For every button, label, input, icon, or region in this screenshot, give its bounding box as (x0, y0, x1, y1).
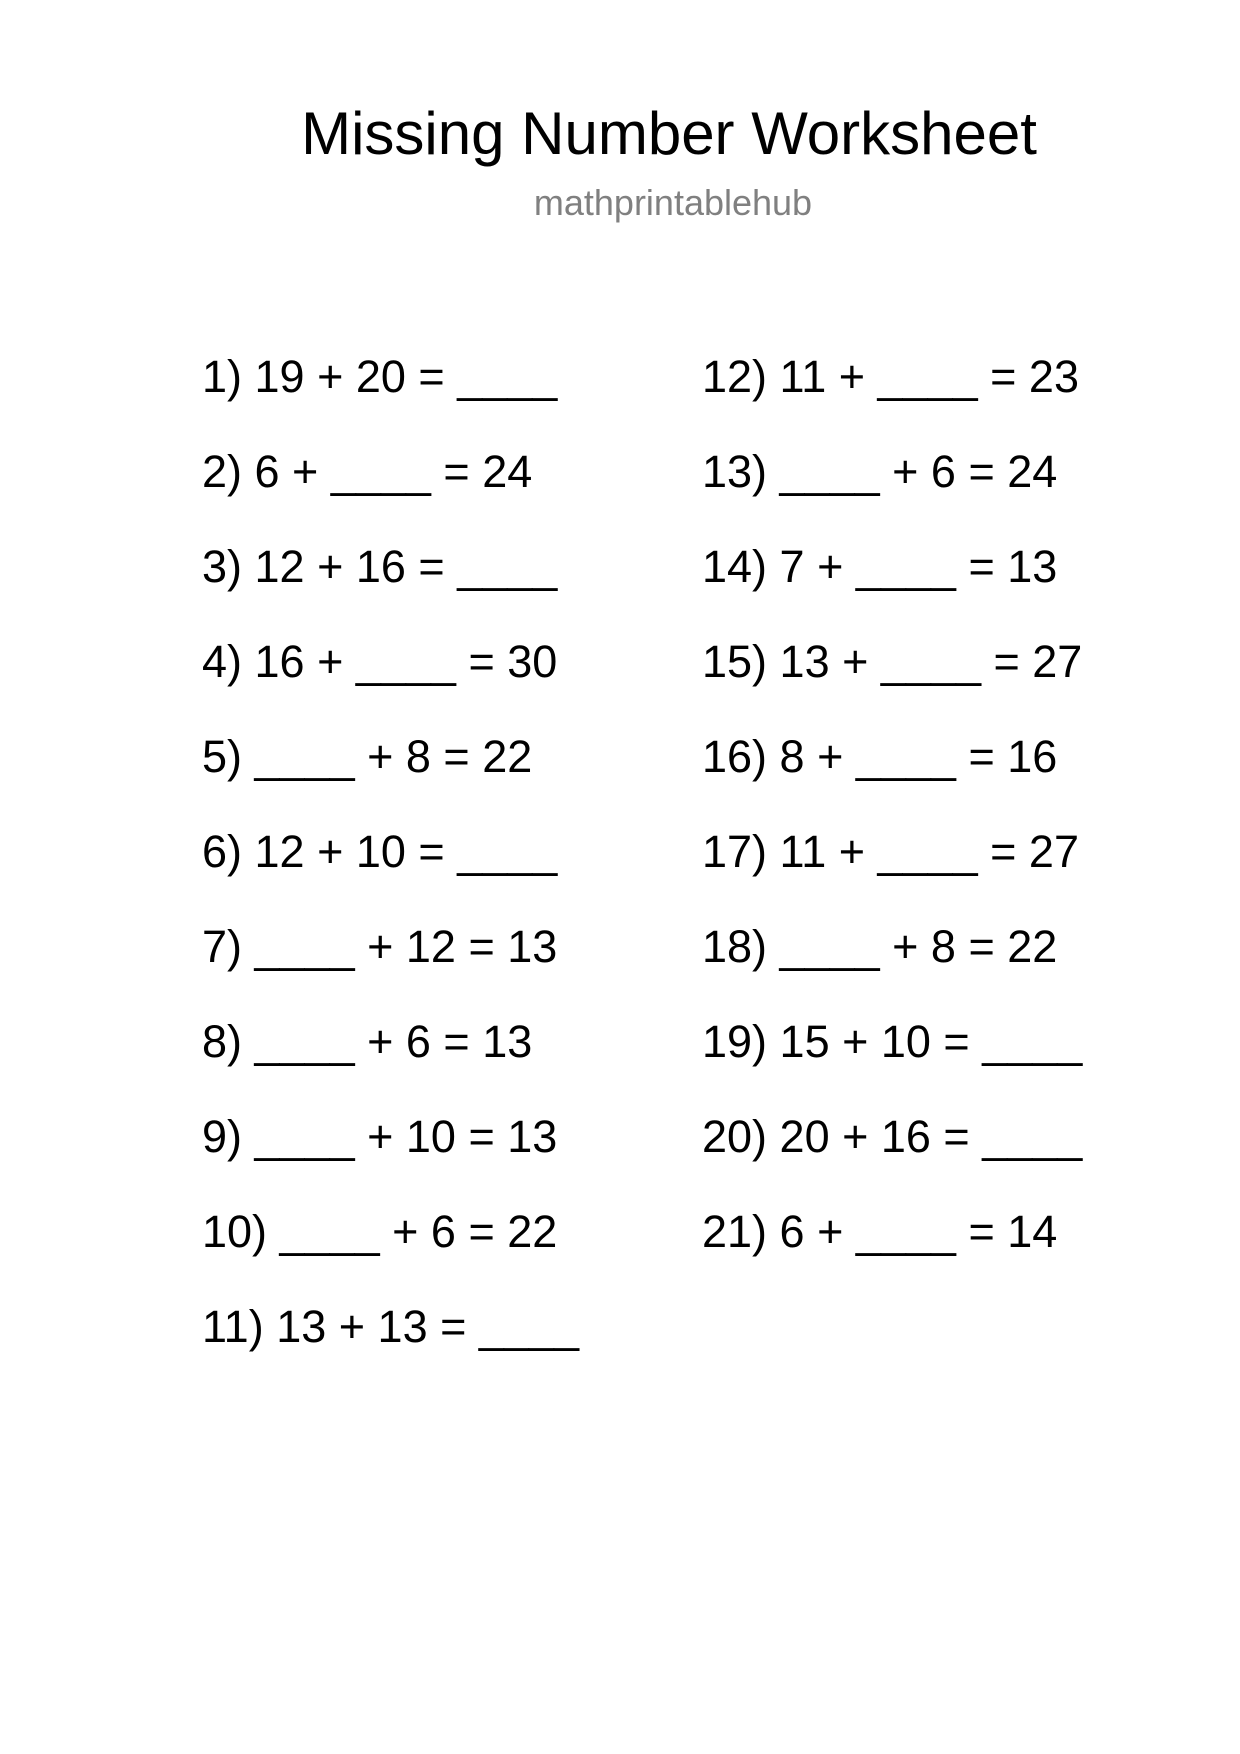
problem-10: 10) ____ + 6 = 22 (202, 1206, 558, 1257)
problem-16: 16) 8 + ____ = 16 (702, 731, 1058, 782)
problem-8: 8) ____ + 6 = 13 (202, 1016, 533, 1067)
problem-15: 15) 13 + ____ = 27 (702, 636, 1083, 687)
problem-13: 13) ____ + 6 = 24 (702, 446, 1058, 497)
worksheet-title: Missing Number Worksheet (301, 100, 1037, 167)
problem-18: 18) ____ + 8 = 22 (702, 921, 1058, 972)
problem-21: 21) 6 + ____ = 14 (702, 1206, 1058, 1257)
problem-5: 5) ____ + 8 = 22 (202, 731, 533, 782)
problem-12: 12) 11 + ____ = 23 (702, 351, 1079, 402)
problem-7: 7) ____ + 12 = 13 (202, 921, 558, 972)
problem-9: 9) ____ + 10 = 13 (202, 1111, 558, 1162)
problem-14: 14) 7 + ____ = 13 (702, 541, 1058, 592)
problem-17: 17) 11 + ____ = 27 (702, 826, 1079, 877)
problem-11: 11) 13 + 13 = ____ (202, 1301, 579, 1352)
problem-1: 1) 19 + 20 = ____ (202, 351, 558, 402)
problem-4: 4) 16 + ____ = 30 (202, 636, 558, 687)
worksheet-subtitle: mathprintablehub (533, 182, 813, 223)
problem-2: 2) 6 + ____ = 24 (202, 446, 533, 497)
problem-3: 3) 12 + 16 = ____ (202, 541, 558, 592)
problem-6: 6) 12 + 10 = ____ (202, 826, 558, 877)
problem-20: 20) 20 + 16 = ____ (702, 1111, 1083, 1162)
problem-19: 19) 15 + 10 = ____ (702, 1016, 1083, 1067)
